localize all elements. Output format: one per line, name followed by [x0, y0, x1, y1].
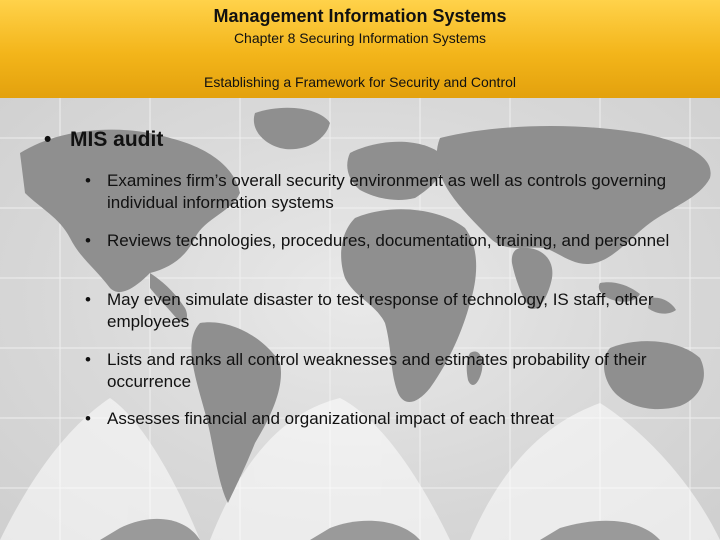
- section-title: Establishing a Framework for Security and Control: [203, 74, 517, 90]
- sub-bullet-text: May even simulate disaster to test response of technology, IS staff, other employees: [107, 290, 654, 331]
- sub-bullet: [85, 289, 675, 333]
- sub-bullet: [85, 349, 675, 393]
- slide-content: [0, 98, 720, 540]
- sub-bullet: [85, 408, 675, 430]
- bullet-icon: •: [44, 128, 52, 151]
- sub-bullet-text: Examines firm’s overall security environment as well as controls governing individual information systems: [107, 171, 667, 212]
- page-title: Management Information Systems: [213, 6, 507, 26]
- chapter-title: Chapter 8 Securing Information Systems: [233, 30, 487, 46]
- sub-bullet-text: Lists and ranks all control weaknesses and estimates probability of their occurrence: [107, 350, 647, 391]
- bullet-icon: •: [85, 290, 91, 309]
- bullet-icon: •: [85, 231, 91, 250]
- bullet-icon: •: [85, 409, 91, 428]
- bullet-icon: •: [85, 350, 91, 369]
- sub-bullet: [85, 170, 675, 214]
- sub-bullet-text: Assesses financial and organizational impact of each threat: [107, 409, 554, 428]
- sub-bullet: [85, 230, 675, 252]
- bullet-icon: •: [85, 171, 91, 190]
- sub-bullet-text: Reviews technologies, procedures, documentation, training, and personnel: [107, 231, 670, 250]
- main-bullet-text: MIS audit: [70, 128, 164, 151]
- header-band: [0, 0, 720, 98]
